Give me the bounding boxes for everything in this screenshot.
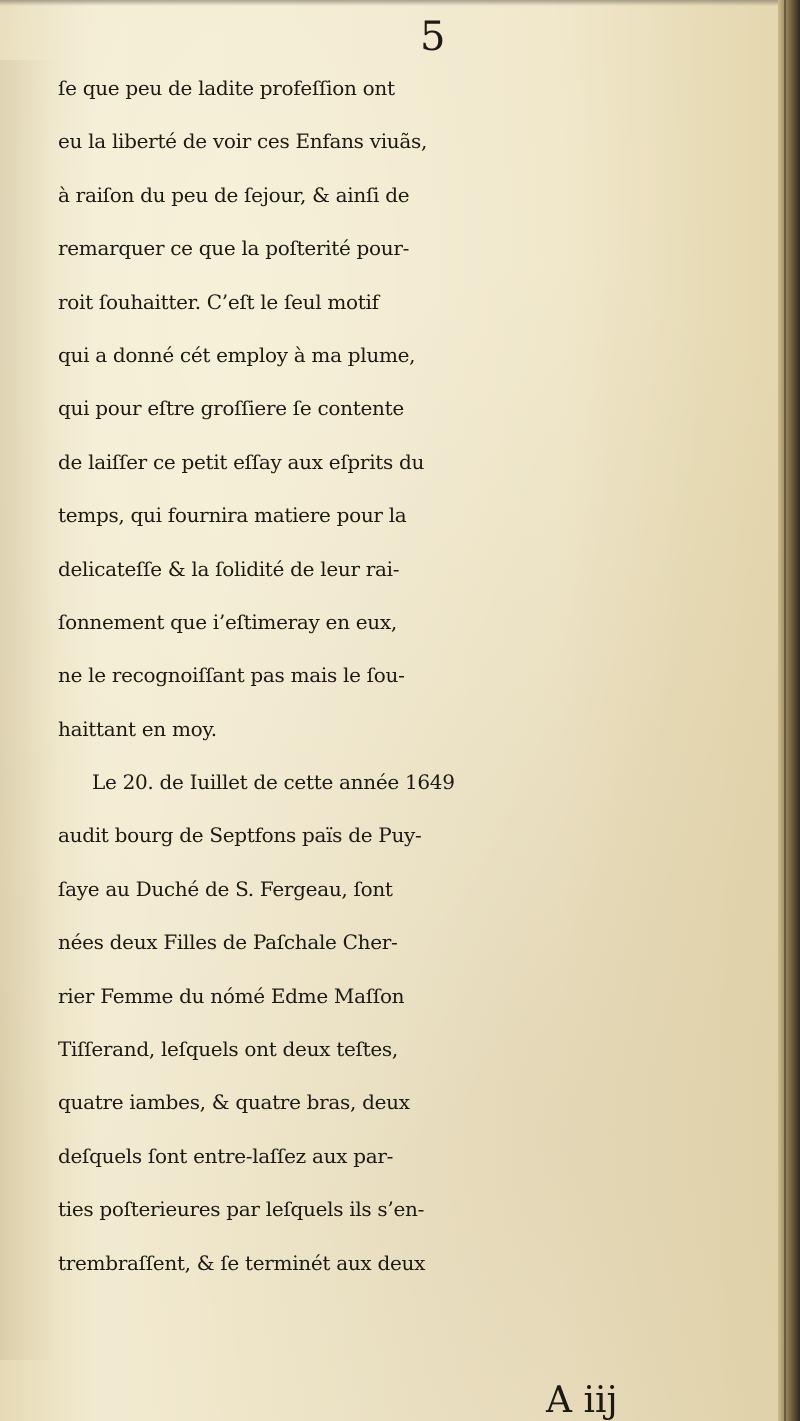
text-line: Tiſſerand, leſquels ont deux teſtes, (58, 1037, 398, 1062)
text-line: deſquels ſont entre-laſſez aux par- (58, 1143, 394, 1168)
text-line: à raiſon du peu de ſejour, & ainſi de (58, 182, 410, 207)
text-line: rier Femme du nómé Edme Maſſon (58, 983, 405, 1008)
text-line: roit ſouhaitter. C’eſt le ſeul motif (58, 289, 379, 314)
text-line: qui pour eſtre groſſiere ſe contente (58, 396, 404, 421)
text-line: ties poſterieures par leſquels ils s’en- (58, 1197, 425, 1222)
left-margin-bleed (0, 60, 56, 1360)
text-line: ſe que peu de ladite profeſſion ont (58, 76, 395, 100)
text-line: ſaye au Duché de S. Fergeau, ſont (58, 876, 393, 901)
text-line: trembraſſent, & ſe terminét aux deux (58, 1250, 426, 1275)
text-line: temps, qui fournira matiere pour la (58, 503, 407, 528)
binding-edge (778, 0, 800, 1421)
text-line: de laiſſer ce petit eſſay aux eſprits du (58, 449, 425, 474)
text-line: ſonnement que i’eſtimeray en eux, (58, 609, 397, 634)
text-line: delicateſſe & la ſolidité de leur rai- (58, 556, 400, 581)
text-line: qui a donné cét employ à ma plume, (58, 342, 416, 367)
text-line: ne le recognoiſſant pas mais le ſou- (58, 663, 405, 688)
text-line: nées deux Filles de Paſchale Cher- (58, 930, 398, 955)
text-line: audit bourg de Septfons païs de Puy- (58, 823, 422, 848)
text-line: remarquer ce que la poſterité pour- (58, 236, 410, 261)
text-line: quatre iambes, & quatre bras, deux (58, 1090, 410, 1115)
page-text (58, 62, 778, 1290)
signature-mark: A iij (546, 1380, 618, 1421)
text-line: eu la liberté de voir ces Enfans viuãs, (58, 129, 428, 154)
paragraph-start-line: Le 20. de Iuillet de cette année 1649 (92, 770, 455, 795)
page-number: 5 (420, 14, 446, 60)
text-line: haittant en moy. (58, 716, 217, 741)
page-top-edge (0, 0, 800, 6)
